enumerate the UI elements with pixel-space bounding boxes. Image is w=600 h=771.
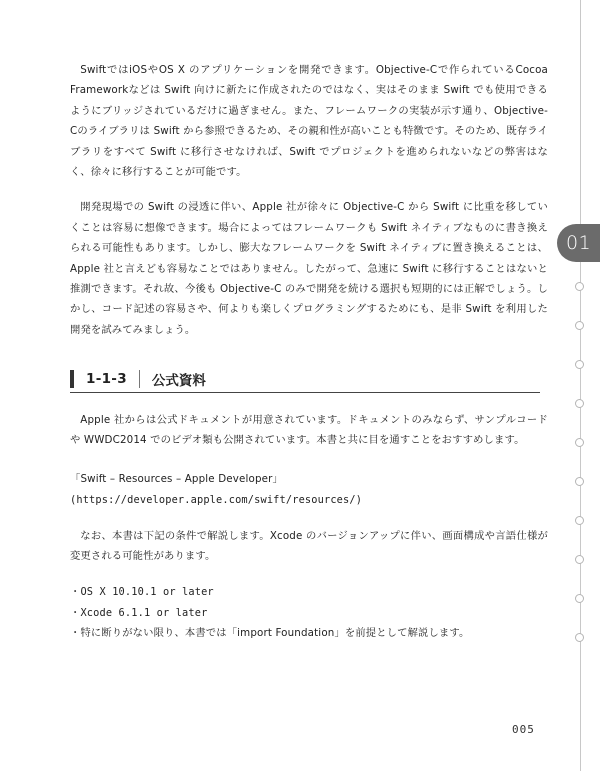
chapter-dot[interactable] (575, 282, 584, 291)
list-item: ・Xcode 6.1.1 or later (70, 606, 208, 619)
chapter-dot[interactable] (575, 438, 584, 447)
page-number: 005 (512, 723, 535, 736)
intro-paragraph-2: 開発現場での Swift の浸透に伴い、Apple 社が徐々に Objective-C から Swift に比重を移していくことは容易に想像できます。場合によってはフレームワークも Swift ネイティブなものに書き換えられる可能性もあります。しかし、膨大なフレームワークを Swift ネイティブに置き換えることは、Apple 社と言えども容易なことではありません。したがって、急速に Swift に移行することはないと推測できます。それ故、今後も Objective-C のみで開発を続ける選択も短期的には正解でしょう。しかし、コード記述の容易さや、何よりも楽しくプログラミングするためにも、是非 Swift を利用した開発を試みてみましょう。 (70, 201, 548, 336)
list-item: ・OS X 10.10.1 or later (70, 586, 214, 598)
chapter-dot[interactable] (575, 360, 584, 369)
section-heading (70, 366, 540, 393)
docs-section (70, 410, 548, 451)
chapter-dot[interactable] (575, 477, 584, 486)
heading-divider (139, 370, 140, 388)
chapter-dot[interactable] (575, 633, 584, 642)
list-item: ・特に断りがない限り、本書では「import Foundation」を前提として解説します。 (70, 627, 470, 639)
intro-paragraph-1: SwiftではiOSやOS X のアプリケーションを開発できます。Objective-Cで作られているCocoa Frameworkなどは Swift 向けに新たに作成されたのではなく、実はそのまま Swift でも使用できるようにブリッジされているだけに過ぎません。また、フレームワークの実装が示す通り、Objective-Cのライブラリは Swift から参照できるため、その親和性が高いことも特徴です。そのため、既存ライブラリをすべて Swift に移行させなければ、Swift でプロジェクトを進められないなどの弊害はなく、徐々に移行することが可能です。 (70, 64, 548, 179)
heading-marker (70, 370, 74, 388)
conditions-list (70, 582, 548, 644)
reference-url[interactable]: (https://developer.apple.com/swift/resources/) (70, 494, 363, 506)
chapter-dot[interactable] (575, 594, 584, 603)
section-title: 公式資料 (151, 373, 206, 389)
chapter-dot[interactable] (575, 555, 584, 564)
section-number: 1-1-3 (86, 371, 127, 387)
chapter-dot[interactable] (575, 321, 584, 330)
reference-title: 「Swift – Resources – Apple Developer」 (70, 473, 283, 485)
chapter-rail (580, 0, 581, 771)
chapter-tab[interactable]: 01 (557, 224, 600, 262)
intro-section (70, 60, 548, 340)
conditions-section (70, 526, 548, 567)
chapter-dot[interactable] (575, 516, 584, 525)
conditions-list-wrapper (70, 582, 548, 644)
docs-paragraph: Apple 社からは公式ドキュメントが用意されています。ドキュメントのみならず、サンプルコードや WWDC2014 でのビデオ類も公開されています。本書と共に目を通すことをおすすめします。 (70, 414, 548, 447)
chapter-dot[interactable] (575, 399, 584, 408)
reference-block (70, 469, 548, 511)
conditions-paragraph: なお、本書は下記の条件で解説します。Xcode のバージョンアップに伴い、画面構成や言語仕様が変更される可能性があります。 (70, 530, 548, 563)
